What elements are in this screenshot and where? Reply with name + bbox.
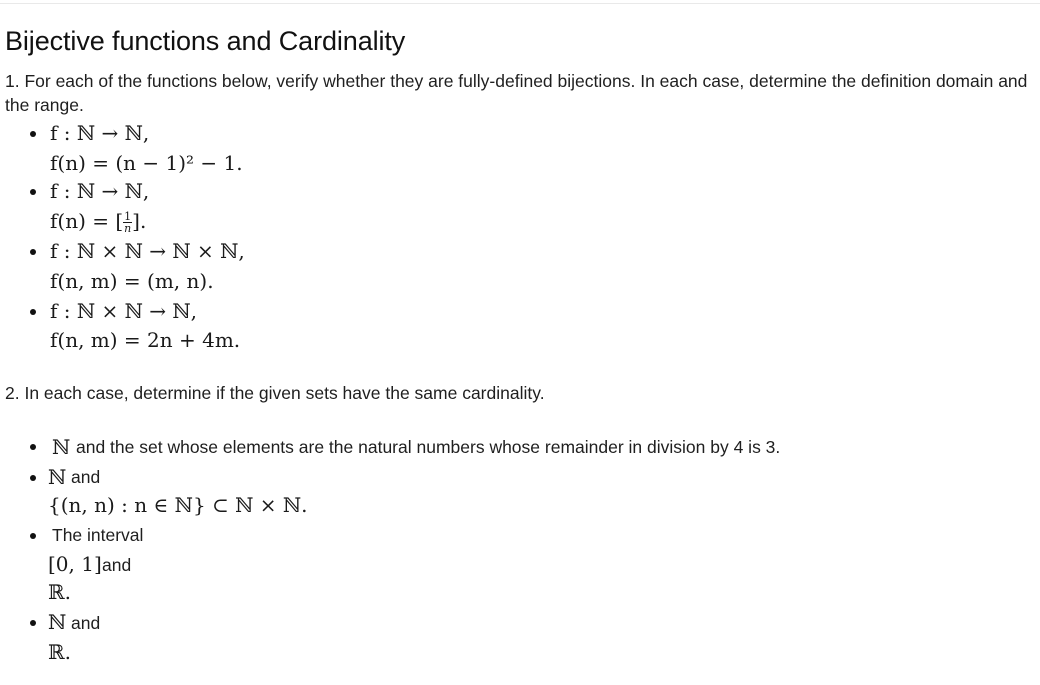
function-definition-2 xyxy=(50,209,146,234)
bullet-icon xyxy=(30,533,36,539)
function-definition-4: f(n, m) = 2n + 4m. xyxy=(50,328,241,352)
function-signature-1: f : ℕ → ℕ, xyxy=(50,121,150,145)
set-symbol-naturals: ℕ xyxy=(48,610,67,634)
bullet-icon xyxy=(30,475,36,481)
bullet-icon xyxy=(30,249,36,255)
definition-2-suffix: ]. xyxy=(132,209,147,233)
function-signature-2: f : ℕ → ℕ, xyxy=(50,179,150,203)
function-signature-3: f : ℕ × ℕ → ℕ × ℕ, xyxy=(50,239,245,263)
fraction xyxy=(123,211,132,234)
fraction-numerator: 1 xyxy=(124,210,132,223)
cardinality-item-2-text: and xyxy=(71,467,101,487)
bullet-icon xyxy=(30,444,36,450)
bullet-icon xyxy=(30,309,36,315)
set-symbol-reals: ℝ. xyxy=(48,580,71,604)
cardinality-item-3-and: and xyxy=(102,555,132,575)
question-2-intro: 2. In each case, determine if the given sets have the same cardinality. xyxy=(5,383,545,403)
set-symbol-naturals: ℕ xyxy=(48,465,67,489)
cardinality-item-1-text: and the set whose elements are the natural numbers whose remainder in division by 4 is 3. xyxy=(76,437,781,457)
function-signature-4: f : ℕ × ℕ → ℕ, xyxy=(50,299,198,323)
fraction-denominator: n xyxy=(124,222,132,235)
cardinality-item-4-text: and xyxy=(71,613,101,633)
set-symbol-reals: ℝ. xyxy=(48,640,71,664)
bullet-icon xyxy=(30,131,36,137)
top-divider xyxy=(0,3,1040,4)
question-1-intro: 1. For each of the functions below, verify whether they are fully-defined bijections. In each case, determine the definition domain and the range. xyxy=(5,71,1028,115)
page-title: Bijective functions and Cardinality xyxy=(5,26,406,56)
bullet-icon xyxy=(30,620,36,626)
definition-2-prefix: f(n) = [ xyxy=(50,209,124,233)
diagonal-set-expression: {(n, n) : n ∈ ℕ} ⊂ ℕ × ℕ. xyxy=(48,493,308,517)
set-symbol-naturals: ℕ xyxy=(52,435,71,459)
bullet-icon xyxy=(30,189,36,195)
function-definition-3: f(n, m) = (m, n). xyxy=(50,269,214,293)
function-definition-1: f(n) = (n − 1)² − 1. xyxy=(50,151,243,175)
cardinality-item-3-text: The interval xyxy=(52,525,144,545)
interval-expression: [0, 1] xyxy=(48,552,102,576)
